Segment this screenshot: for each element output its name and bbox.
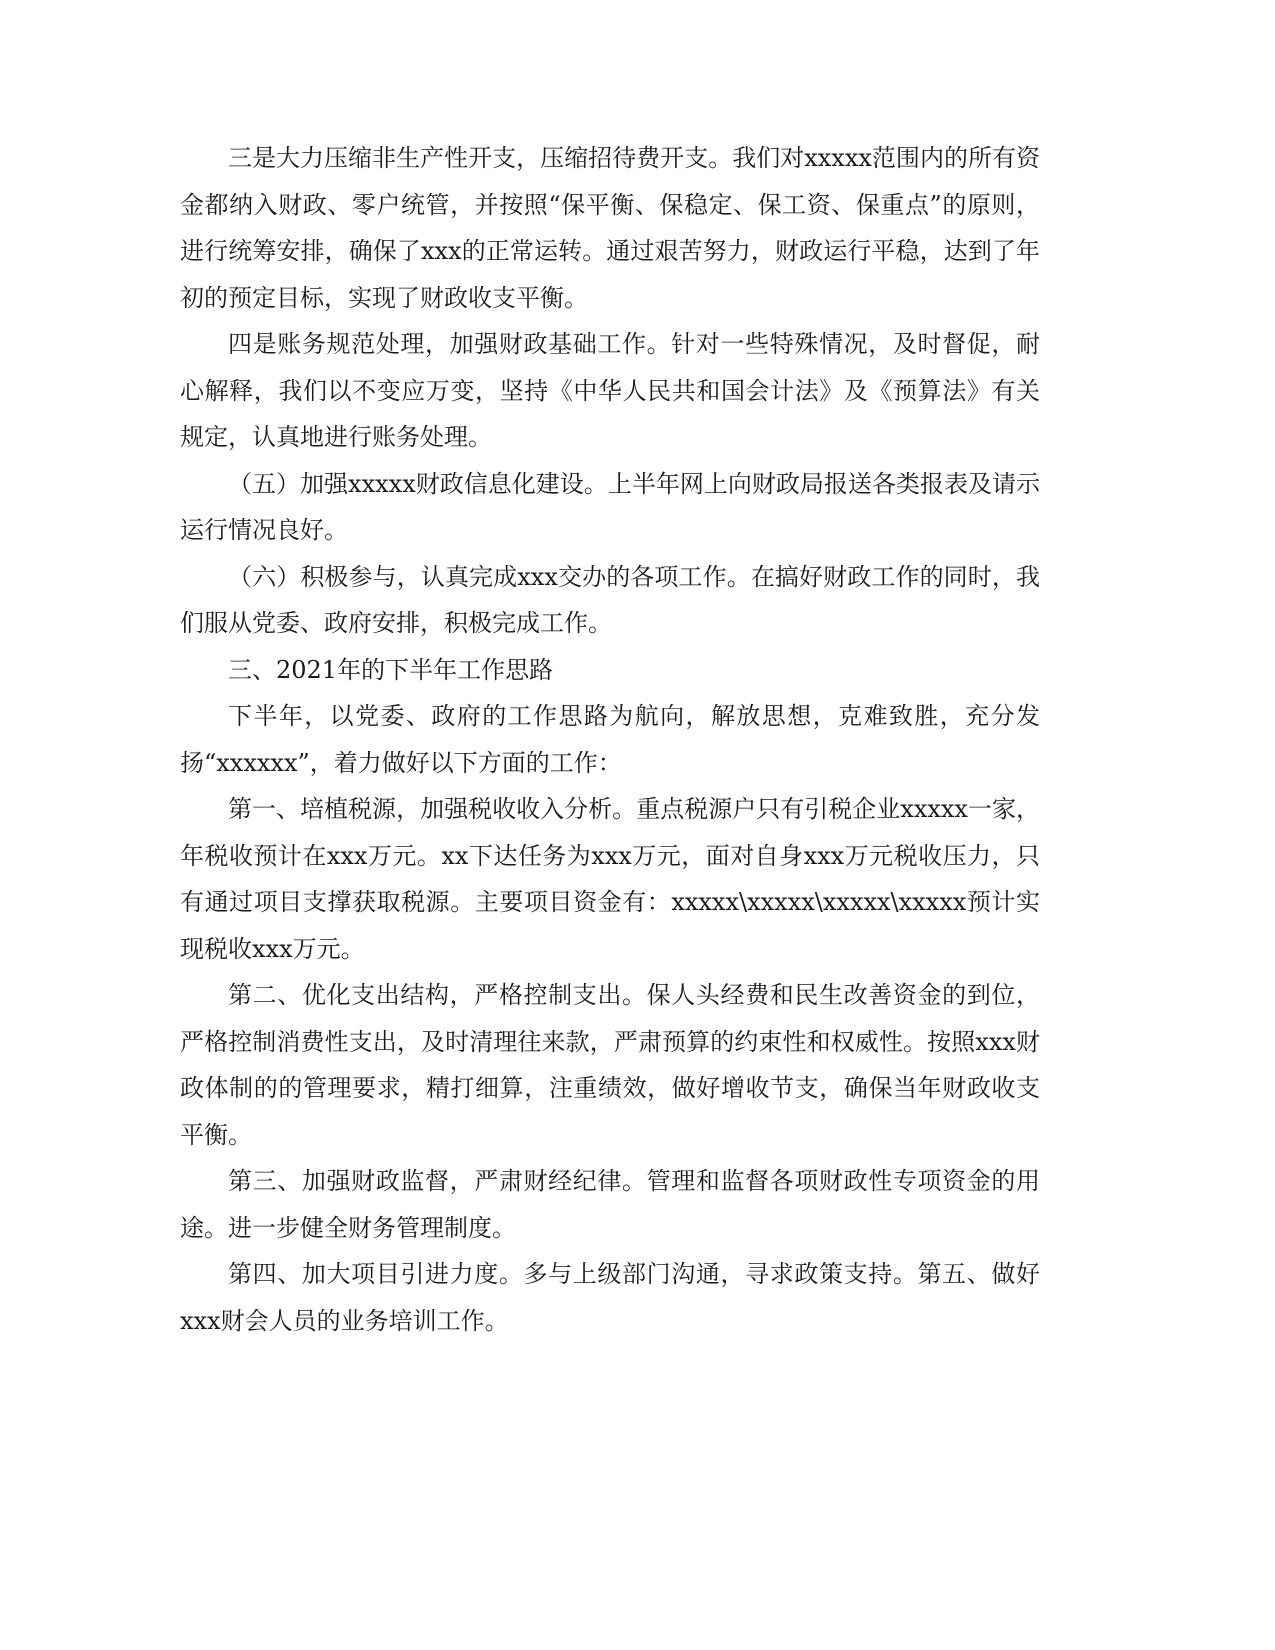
paragraph-expense-reduction: 三是大力压缩非生产性开支，压缩招待费开支。我们对xxxxx范围内的所有资金都纳入财政、零户统管，并按照“保平衡、保稳定、保工资、保重点”的原则，进行统筹安排，确保了xxx的正常运转。通过艰苦努力，财政运行平稳，达到了年初的预定目标，实现了财政收支平衡。: [180, 144, 1040, 312]
paragraph-financial-supervision: 第三、加强财政监督，严肃财经纪律。管理和监督各项财政性专项资金的用途。进一步健全财务管理制度。: [180, 1167, 1040, 1242]
paragraph-accounting: 四是账务规范处理，加强财政基础工作。针对一些特殊情况，及时督促，耐心解释，我们以不变应万变，坚持《中华人民共和国会计法》及《预算法》有关规定，认真地进行账务处理。: [180, 330, 1040, 451]
paragraph-informatization: （五）加强xxxxx财政信息化建设。上半年网上向财政局报送各类报表及请示运行情况良好。: [180, 469, 1040, 544]
paragraph-project-introduction: 第四、加大项目引进力度。多与上级部门沟通，寻求政策支持。第五、做好xxx财会人员的业务培训工作。: [180, 1260, 1040, 1335]
paragraph-second-half-intro: 下半年，以党委、政府的工作思路为航向，解放思想，克难致胜，充分发扬“xxxxxx”，着力做好以下方面的工作：: [180, 702, 1040, 777]
document-page: [180, 135, 1040, 1344]
paragraph-expenditure-structure: 第二、优化支出结构，严格控制支出。保人头经费和民生改善资金的到位，严格控制消费性支出，及时清理往来款，严肃预算的约束性和权威性。按照xxx财政体制的的管理要求，精打细算，注重绩效，做好增收节支，确保当年财政收支平衡。: [180, 981, 1040, 1149]
section-heading-second-half: 三、2021年的下半年工作思路: [228, 655, 554, 684]
paragraph-tax-sources: 第一、培植税源，加强税收收入分析。重点税源户只有引税企业xxxxx一家，年税收预计在xxx万元。xx下达任务为xxx万元，面对自身xxx万元税收压力，只有通过项目支撑获取税源。主要项目资金有：xxxxx\xxxxx\xxxxx\xxxxx预计实现税收xxx万元。: [180, 795, 1040, 963]
paragraph-assigned-work: （六）积极参与，认真完成xxx交办的各项工作。在搞好财政工作的同时，我们服从党委、政府安排，积极完成工作。: [180, 562, 1040, 637]
